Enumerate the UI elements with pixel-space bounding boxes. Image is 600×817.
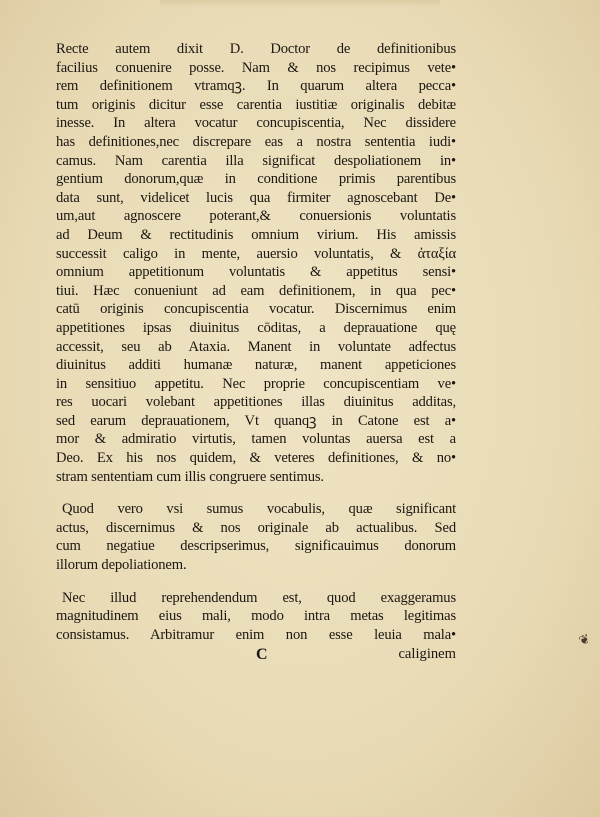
text-line: stram sententiam cum illis congruere sentimus. xyxy=(56,468,324,485)
paragraph-gap xyxy=(56,486,456,500)
page-stain xyxy=(160,0,440,8)
paragraph-gap xyxy=(56,575,456,589)
paragraph xyxy=(56,589,456,645)
text-block xyxy=(56,40,456,666)
text-line: in sensitiuo appetitu. Nec proprie concupiscentiam ve• xyxy=(56,375,456,392)
text-line: magnitudinem eius mali, modo intra metas legitimas xyxy=(56,608,456,625)
text-line: data sunt, videlicet lucis qua firmiter agnoscebant De• xyxy=(56,189,456,206)
text-line: res uocari volebant appetitiones illas diuinitus additas, xyxy=(56,394,456,411)
text-line: illorum depoliationem. xyxy=(56,557,187,574)
paragraph xyxy=(56,500,456,574)
text-line: consistamus. Arbitramur enim non esse leuia mala• xyxy=(56,626,456,643)
text-line: um,aut agnoscere poterant,& conuersionis voluntatis xyxy=(56,208,456,225)
text-line: successit caligo in mente, auersio voluntatis, & ἀταξία xyxy=(56,245,456,262)
page-footer xyxy=(56,646,456,666)
text-line: Deo. Ex his nos quidem, & veteres definitiones, & no• xyxy=(56,450,456,467)
text-line: accessit, seu ab Ataxia. Manent in voluntate adfectus xyxy=(56,338,456,355)
text-line: cum negatiue descripserimus, significauimus donorum xyxy=(56,538,456,555)
margin-flourish-icon: ❦ xyxy=(576,630,593,649)
text-line: appetitiones ipsas diuinitus cōditas, a deprauatione quę xyxy=(56,319,456,336)
text-line: rem definitionem vtramqꝫ. In quarum altera pecca• xyxy=(56,78,456,95)
text-line: ad Deum & rectitudinis omnium virium. His amissis xyxy=(56,226,456,243)
text-line: inesse. In altera vocatur concupiscentia, Nec dissidere xyxy=(56,115,456,132)
text-line: omnium appetitionum voluntatis & appetitus sensi• xyxy=(56,264,456,281)
text-line: mor & admiratio virtutis, tamen voluntas auersa est a xyxy=(56,431,456,448)
text-line: has definitiones,nec discrepare eas a nostra sententia iudi• xyxy=(56,133,456,150)
text-line: gentium donorum,quæ in conditione primis parentibus xyxy=(56,171,456,188)
text-line: tum originis dicitur esse carentia iustitiæ originalis debitæ xyxy=(56,96,456,113)
text-line: catū originis concupiscentia vocatur. Discernimus enim xyxy=(56,301,456,318)
text-line: camus. Nam carentia illa significat despoliationem in• xyxy=(56,152,456,169)
signature-mark: C xyxy=(256,646,269,664)
text-line: sed earum deprauationem, Vt quanqꝫ in Catone est a• xyxy=(56,412,456,429)
text-line: tiui. Hæc conueniunt ad eam definitionem, in qua pec• xyxy=(56,282,456,299)
paragraph xyxy=(56,40,456,486)
text-line: actus, discernimus & nos originale ab actualibus. Sed xyxy=(56,519,456,536)
catchword: caliginem xyxy=(398,646,456,663)
text-line: Quod vero vsi sumus vocabulis, quæ significant xyxy=(62,501,456,518)
text-line: Recte autem dixit D. Doctor de definitionibus xyxy=(56,41,456,57)
text-line: Nec illud reprehendendum est, quod exaggeramus xyxy=(62,589,456,606)
text-line: facilius conuenire posse. Nam & nos recipimus vete• xyxy=(56,59,456,76)
text-line: diuinitus additi humanæ naturæ, manent appeticiones xyxy=(56,357,456,374)
